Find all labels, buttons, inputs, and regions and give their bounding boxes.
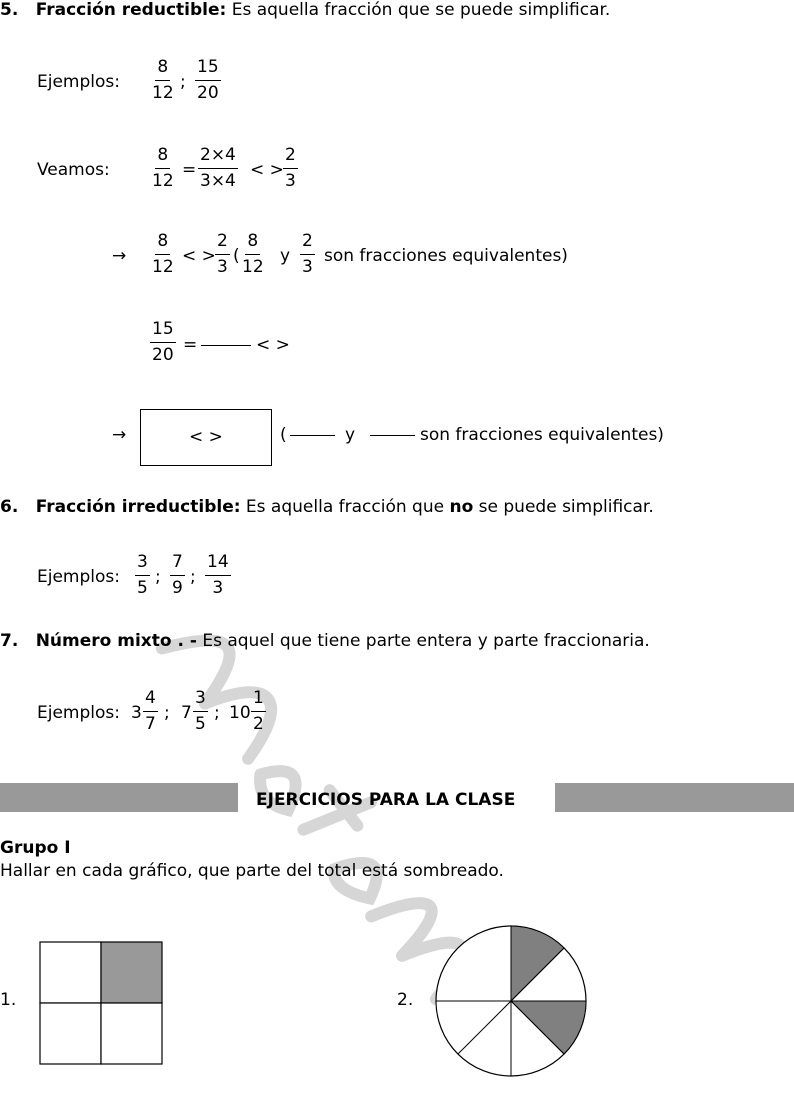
answer-blank <box>290 435 335 436</box>
fraction: $\frac{14}{3}$ <box>207 552 229 598</box>
section-title: EJERCICIOS PARA LA CLASE <box>256 790 516 810</box>
relation-sign: < > <box>250 160 284 180</box>
equals-sign: = <box>183 335 198 355</box>
whole-part: 3 <box>131 703 142 723</box>
fraction: $\frac{8}{12}$ <box>152 231 174 277</box>
item-7-heading <box>0 631 650 651</box>
fraction: $\frac{4}{7}$ <box>145 688 156 734</box>
separator: ; <box>180 72 186 92</box>
examples-label: Ejemplos: <box>37 567 120 587</box>
fraction: $\frac{3}{5}$ <box>137 552 148 598</box>
equivalence-text: son fracciones equivalentes) <box>420 425 664 445</box>
square-diagram <box>39 941 163 1065</box>
circle-diagram <box>434 924 588 1078</box>
veamos-label: Veamos: <box>37 160 110 180</box>
exercise-label: 1. <box>0 990 17 1010</box>
open-paren: ( <box>233 246 240 266</box>
section-bar-right <box>555 783 794 812</box>
separator: ; <box>214 703 220 723</box>
exercise-label: 2. <box>397 990 414 1010</box>
arrow-icon: → <box>112 246 127 266</box>
fraction: $\frac{2}{3}$ <box>302 231 313 277</box>
square-cell-shaded <box>101 942 162 1003</box>
item-title: Fracción reductible: <box>35 0 227 20</box>
fraction: $\frac{8}{12}$ <box>152 145 174 191</box>
fraction: $\frac{7}{9}$ <box>172 552 183 598</box>
relation-sign: < > <box>189 427 223 447</box>
section-bar-left <box>0 783 238 812</box>
answer-blank <box>370 435 415 436</box>
item-description: Es aquella fracción que <box>240 497 450 517</box>
emphasis-no: no <box>449 497 474 517</box>
item-6-heading <box>0 497 654 517</box>
fraction: $\frac{1}{2}$ <box>253 688 264 734</box>
fraction: $\frac{2\times 4}{3\times 4}$ <box>200 145 236 191</box>
item-description: Es aquel que tiene parte entera y parte fraccionaria. <box>196 631 650 651</box>
examples-label: Ejemplos: <box>37 703 120 723</box>
fraction: $\frac{8}{12}$ <box>242 231 264 277</box>
open-paren: ( <box>280 425 287 445</box>
fraction: $\frac{15}{20}$ <box>197 57 219 103</box>
examples-label: Ejemplos: <box>37 72 120 92</box>
equivalence-text: son fracciones equivalentes) <box>324 246 568 266</box>
conjunction-y: y <box>280 246 291 266</box>
square-cell <box>40 942 101 1003</box>
item-description: Es aquella fracción que se puede simplificar. <box>226 0 611 20</box>
group-instruction: Hallar en cada gráfico, que parte del total está sombreado. <box>0 861 504 881</box>
fraction: $\frac{15}{20}$ <box>152 319 174 365</box>
item-number: 7. <box>0 631 19 651</box>
fraction: $\frac{8}{12}$ <box>152 57 174 103</box>
item-5-heading <box>0 0 610 20</box>
item-number: 6. <box>0 497 19 517</box>
group-title: Grupo I <box>0 838 71 858</box>
square-cell <box>101 1003 162 1064</box>
fraction: $\frac{2}{3}$ <box>285 145 296 191</box>
separator: ; <box>155 567 161 587</box>
separator: ; <box>164 703 170 723</box>
relation-sign: < > <box>182 246 216 266</box>
separator: ; <box>190 567 196 587</box>
whole-part: 10 <box>229 703 251 723</box>
item-number: 5. <box>0 0 19 20</box>
fraction: $\frac{2}{3}$ <box>217 231 228 277</box>
fraction: $\frac{3}{5}$ <box>195 688 206 734</box>
whole-part: 7 <box>181 703 192 723</box>
item-description: se puede simplificar. <box>473 497 654 517</box>
relation-sign: < > <box>256 335 290 355</box>
conjunction-y: y <box>345 425 356 445</box>
answer-blank <box>201 345 251 346</box>
arrow-icon: → <box>112 425 127 445</box>
square-cell <box>40 1003 101 1064</box>
equals-sign: = <box>182 160 197 180</box>
item-title: Fracción irreductible: <box>35 497 241 517</box>
item-title: Número mixto . - <box>35 631 197 651</box>
